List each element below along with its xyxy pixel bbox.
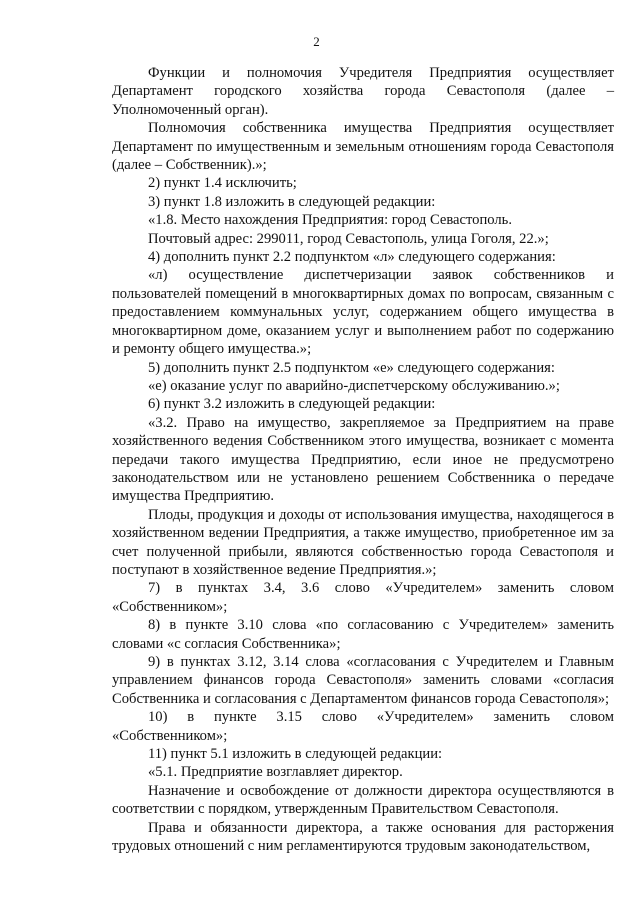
paragraph-subitem-l: «л) осуществление диспетчеризации заявок собственников и пользователей помещений в многоквартирных домах по вопросам, связанным с предоставлением коммунальных услуг, содержанием общего имущества в многоквартирном доме, оказанием услуг и выполнением работ по содержанию и ремонту общего имущества.»; [112,267,614,358]
paragraph-item-11: 11) пункт 5.1 изложить в следующей редакции: [148,746,443,763]
paragraph-fruits-income: Плоды, продукция и доходы от использования имущества, находящегося в хозяйственном ведении Предприятия, а также имущество, приобретенное им за счет полученной прибыли, являются собственностью города Севастополя и поступают в хозяйственное ведение Предприятия.»; [112,506,614,578]
paragraph-location: «1.8. Место нахождения Предприятия: город Севастополь. [148,212,512,229]
paragraph-subitem-e: «е) оказание услуг по аварийно-диспетчерскому обслуживанию.»; [148,377,560,394]
paragraph-director-appointment: Назначение и освобождение от должности директора осуществляются в соответствии с порядком, утвержденным Правительством Севастополя. [112,782,614,818]
paragraph-item-3: 3) пункт 1.8 изложить в следующей редакции: [148,193,436,210]
paragraph-item-4: 4) дополнить пункт 2.2 подпунктом «л» следующего содержания: [148,249,556,266]
paragraph-item-6: 6) пункт 3.2 изложить в следующей редакции: [148,396,436,413]
paragraph-director-rights: Права и обязанности директора, а также основания для расторжения трудовых отношений с ним регламентируются трудовым законодательством, [112,819,614,855]
paragraph-item-2: 2) пункт 1.4 исключить; [148,175,297,192]
paragraph-item-9: 9) в пунктах 3.12, 3.14 слова «согласования с Учредителем и Главным управлением финансов города Севастополя» заменить словами «согласия Собственника и согласования с Департаментом финансов города Севастополя»; [112,654,614,707]
paragraph-item-10: 10) в пункте 3.15 слово «Учредителем» заменить словом «Собственником»; [112,709,614,744]
page-number: 2 [313,34,320,49]
paragraph-item-8: 8) в пункте 3.10 слова «по согласованию с Учредителем» заменить словами «с согласия Собственника»; [112,617,614,652]
paragraph-section-5-1: «5.1. Предприятие возглавляет директор. [148,764,403,781]
paragraph-section-3-2: «3.2. Право на имущество, закрепляемое за Предприятием на праве хозяйственного ведения Собственником этого имущества, возникает с момента передачи такого имущества Предприятию, если иное не предусмотрено законодательством или не установлено решением Собственника о передаче имущества Предприятию. [112,414,614,505]
paragraph-item-5: 5) дополнить пункт 2.5 подпунктом «е» следующего содержания: [148,359,555,376]
paragraph-postal-address: Почтовый адрес: 299011, город Севастополь, улица Гоголя, 22.»; [148,230,549,247]
paragraph-owner-powers: Полномочия собственника имущества Предприятия осуществляет Департамент по имущественным и земельным отношениям города Севастополя (далее – Собственник).»; [112,120,614,174]
paragraph-functions: Функции и полномочия Учредителя Предприятия осуществляет Департамент городского хозяйства города Севастополя (далее – Уполномоченный орган). [112,65,614,118]
paragraph-item-7: 7) в пунктах 3.4, 3.6 слово «Учредителем» заменить словом «Собственником»; [112,580,614,615]
document-body [112,64,614,855]
